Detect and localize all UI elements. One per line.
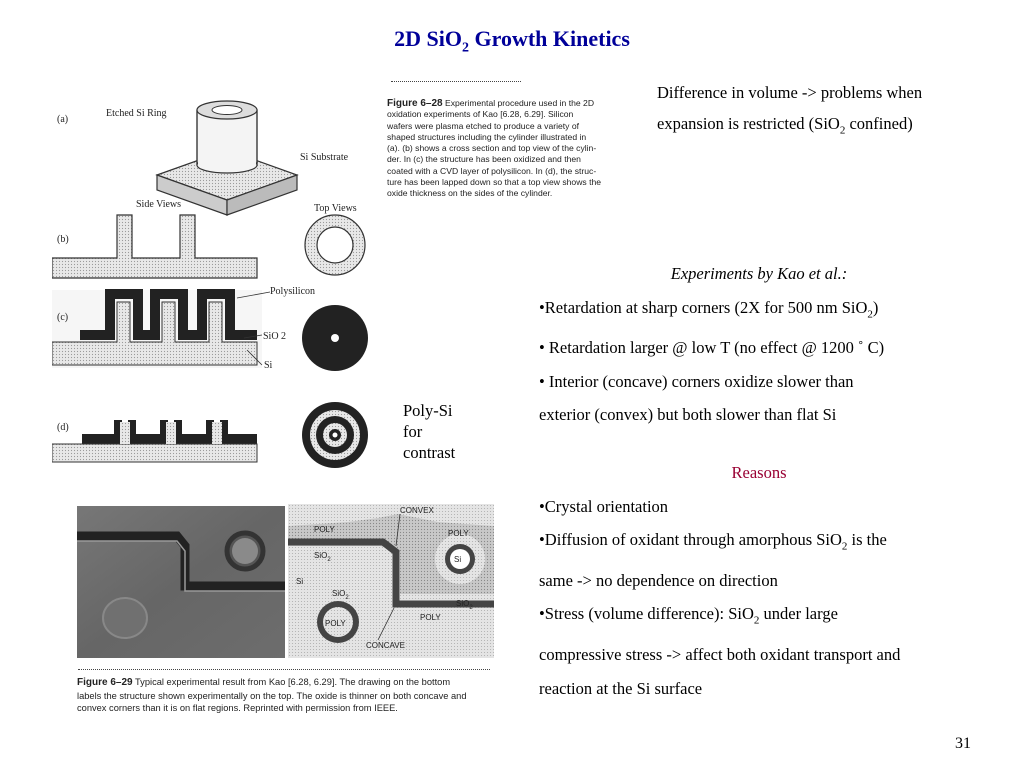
- label-a: (a): [57, 114, 69, 125]
- top-view-b: [305, 215, 365, 275]
- top-view-c: [302, 305, 368, 371]
- label-concave: CONCAVE: [366, 641, 405, 650]
- label-poly-3: POLY: [325, 619, 346, 628]
- reasons-bullet-3-line-2: compressive stress -> affect both oxidant transport and: [539, 645, 901, 665]
- label-sio2: SiO 2: [263, 331, 287, 342]
- experiments-bullet-2: • Retardation larger @ low T (no effect @ 1200 ˚ C): [539, 338, 885, 358]
- experiments-bullet-3-line-2: exterior (convex) but both slower than flat Si: [539, 405, 837, 425]
- intro-line-2: expansion is restricted (SiO$_2$ confined): [657, 114, 913, 137]
- label-sio2-3: SiO$_2$: [456, 599, 473, 611]
- label-etched-ring: Etched Si Ring: [106, 108, 167, 119]
- label-si-2: Si: [454, 555, 462, 564]
- reasons-heading: Reasons: [731, 463, 787, 482]
- reasons-bullet-2: •Diffusion of oxidant through amorphous SiO$_2$ is the: [539, 530, 887, 553]
- label-si-1: Si: [296, 577, 304, 586]
- intro-text: [657, 77, 922, 146]
- reasons-bullet-2-line-2: same -> no dependence on direction: [539, 570, 778, 590]
- label-poly-4: POLY: [420, 613, 441, 622]
- label-d: (d): [57, 422, 69, 433]
- experiments-bullet-1: •Retardation at sharp corners (2X for 500 nm SiO$_2$): [539, 297, 879, 320]
- micrograph-image: [77, 506, 285, 658]
- figure-6-29-caption: Figure 6–29 Typical experimental result from Kao [6.28, 6.29]. The drawing on the bottom labels the structure shown experimentally on the top. The oxide is thinner on both concave and convex corners than it is on flat regions. Reprinted with permission from IEEE.: [77, 677, 467, 713]
- label-poly-2: POLY: [448, 529, 469, 538]
- experiments-bullet-3-line-1: • Interior (concave) corners oxidize slower than: [539, 371, 854, 391]
- side-view-c: [52, 290, 270, 368]
- label-convex: CONVEX: [400, 506, 434, 515]
- reasons-bullet-3-line-3: reaction at the Si surface: [539, 678, 703, 698]
- reasons-bullet-1: •Crystal orientation: [539, 496, 669, 516]
- figure-6-28-drawing: [52, 80, 392, 470]
- label-si-substrate: Si Substrate: [300, 152, 349, 163]
- experiments-block: [539, 257, 1009, 432]
- page-number: 31: [955, 735, 971, 752]
- side-view-b: [52, 215, 257, 278]
- intro-line-1: Difference in volume -> problems when: [657, 83, 923, 102]
- polysi-note: Poly-Si for contrast: [403, 401, 456, 462]
- figure-6-28-rule: [391, 81, 521, 82]
- label-side-views: Side Views: [136, 199, 182, 210]
- label-si: Si: [264, 360, 273, 371]
- figure-6-29-drawing: [288, 504, 494, 658]
- reasons-bullet-3: •Stress (volume difference): SiO$_2$ under large: [539, 604, 838, 627]
- label-c: (c): [57, 312, 69, 323]
- figure-6-29-rule: [78, 669, 490, 670]
- label-poly-1: POLY: [314, 525, 335, 534]
- etched-ring-3d: [157, 101, 297, 215]
- label-polysilicon: Polysilicon: [270, 286, 316, 297]
- slide-title: 2D SiO$_2$ Growth Kinetics: [394, 26, 630, 56]
- label-top-views: Top Views: [314, 203, 357, 214]
- side-view-d: [52, 420, 257, 462]
- top-view-d: [302, 402, 368, 468]
- experiments-heading: Experiments by Kao et al.:: [670, 264, 848, 283]
- reasons-block: [539, 456, 1009, 705]
- label-sio2-1: SiO$_2$: [314, 551, 331, 563]
- label-sio2-2: SiO$_2$: [332, 589, 349, 601]
- label-b: (b): [57, 234, 69, 245]
- figure-6-28-caption: Figure 6–28 Experimental procedure used in the 2D oxidation experiments of Kao [6.28, 6.29]. Silicon wafers were plasma etched to produce a variety of shaped structures including the cylinder illustrated in (a). (b) shows a cross section and top view of the cylin- der. In (c) the structure has been oxidized and then coated with a CVD layer of polysilicon. In (d), the struc- ture has been lapped down so that a top view shows the oxide thickness on the sides of the cylinder.: [387, 98, 602, 199]
